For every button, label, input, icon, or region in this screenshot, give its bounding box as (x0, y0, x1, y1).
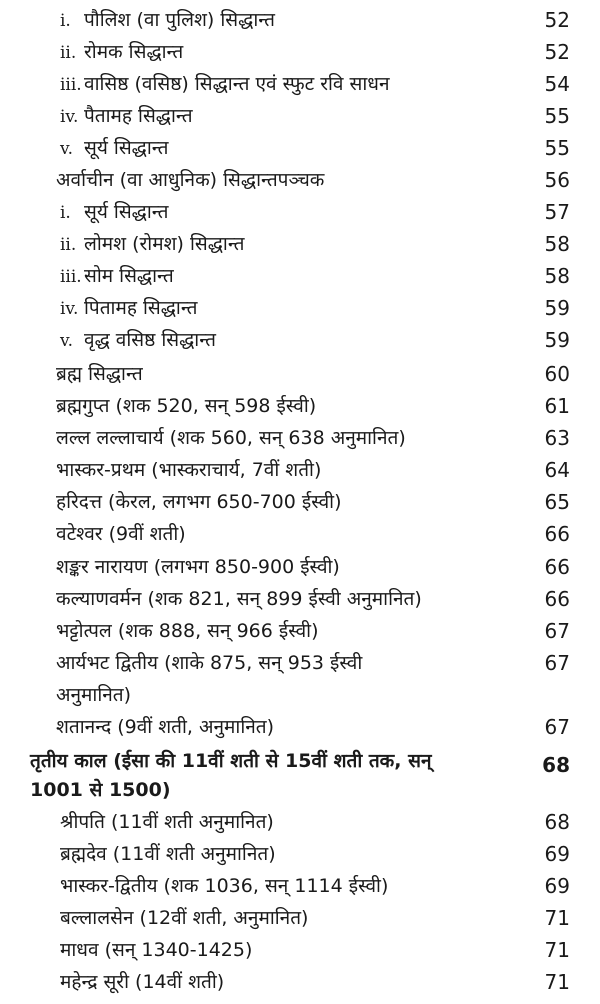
entry-title: v. वृद्ध वसिष्ठ सिद्धान्त (60, 329, 216, 351)
entry-title: v. सूर्य सिद्धान्त (60, 137, 169, 159)
page-number: 71 (544, 970, 570, 994)
page-number: 54 (544, 72, 570, 96)
toc-entry (0, 647, 600, 709)
toc-entry (0, 583, 600, 615)
entry-title: बल्लालसेन (12वीं शती, अनुमानित) (60, 907, 309, 929)
page-number: 55 (544, 104, 570, 128)
page-number: 67 (544, 715, 570, 739)
toc-entry (0, 518, 600, 550)
toc-entry (0, 966, 600, 998)
toc-entry (0, 68, 600, 100)
entry-title: श्रीपति (11वीं शती अनुमानित) (60, 811, 274, 833)
page-number: 66 (544, 587, 570, 611)
page-number: 71 (544, 906, 570, 930)
entry-title: iv. पैतामह सिद्धान्त (60, 105, 193, 127)
entry-title: वटेश्वर (9वीं शती) (56, 523, 186, 545)
page-number: 65 (544, 490, 570, 514)
toc-entry (0, 292, 600, 324)
page-number: 66 (544, 555, 570, 579)
page-number: 64 (544, 458, 570, 482)
toc-entry (0, 934, 600, 966)
section-title: तृतीय काल (ईसा की 11वीं शती से 15वीं शती तक, सन् 1001 से 1500) (30, 750, 432, 801)
entry-title: भट्टोत्पल (शक 888, सन् 966 ईस्वी) (56, 620, 319, 642)
entry-title: iii. वासिष्ठ (वसिष्ठ) सिद्धान्त एवं स्फुट रवि साधन (60, 73, 390, 95)
toc-entry (0, 100, 600, 132)
toc-entry (0, 324, 600, 356)
toc-entry (0, 228, 600, 260)
page-number: 56 (544, 168, 570, 192)
section-heading (0, 747, 600, 807)
page-number: 66 (544, 522, 570, 546)
entry-title: हरिदत्त (केरल, लगभग 650-700 ईस्वी) (56, 491, 342, 513)
page-number: 69 (544, 842, 570, 866)
toc-entry (0, 902, 600, 934)
entry-title: ii. रोमक सिद्धान्त (60, 41, 184, 63)
page-number: 52 (544, 8, 570, 32)
toc-entry (0, 164, 600, 196)
entry-title: i. पौलिश (वा पुलिश) सिद्धान्त (60, 9, 275, 31)
toc-entry (0, 260, 600, 292)
toc-entry (0, 870, 600, 902)
toc-entry (0, 422, 600, 454)
page-number: 63 (544, 426, 570, 450)
page-number: 52 (544, 40, 570, 64)
toc-entry (0, 454, 600, 486)
toc-entry (0, 358, 600, 390)
toc-entry (0, 551, 600, 583)
page-number: 55 (544, 136, 570, 160)
toc-entry (0, 711, 600, 743)
entry-title: भास्कर-प्रथम (भास्कराचार्य, 7वीं शती) (56, 459, 322, 481)
page-number: 59 (544, 296, 570, 320)
page-number: 67 (544, 619, 570, 643)
page-number: 61 (544, 394, 570, 418)
toc-entry (0, 838, 600, 870)
entry-title: भास्कर-द्वितीय (शक 1036, सन् 1114 ईस्वी) (60, 875, 389, 897)
page-number: 68 (544, 810, 570, 834)
toc-entry (0, 132, 600, 164)
page-number: 58 (544, 264, 570, 288)
toc-entry (0, 806, 600, 838)
toc-entry (0, 196, 600, 228)
entry-title: शतानन्द (9वीं शती, अनुमानित) (56, 716, 275, 738)
entry-title: ब्रह्मदेव (11वीं शती अनुमानित) (60, 843, 276, 865)
page-number: 59 (544, 328, 570, 352)
entry-title: i. सूर्य सिद्धान्त (60, 201, 169, 223)
toc-entry (0, 615, 600, 647)
entry-title: iii. सोम सिद्धान्त (60, 265, 174, 287)
entry-title: आर्यभट द्वितीय (शाके 875, सन् 953 ईस्वी अनुमानित) (56, 652, 363, 706)
entry-title: शङ्कर नारायण (लगभग 850-900 ईस्वी) (56, 556, 340, 578)
entry-title: अर्वाचीन (वा आधुनिक) सिद्धान्तपञ्चक (56, 169, 325, 191)
entry-title: iv. पितामह सिद्धान्त (60, 297, 198, 319)
entry-title: ब्रह्मगुप्त (शक 520, सन् 598 ईस्वी) (56, 395, 317, 417)
entry-title: महेन्द्र सूरी (14वीं शती) (60, 971, 225, 993)
page-number: 68 (542, 753, 570, 777)
page-number: 71 (544, 938, 570, 962)
toc-entry (0, 4, 600, 36)
toc-entry (0, 36, 600, 68)
entry-title: ii. लोमश (रोमश) सिद्धान्त (60, 233, 245, 255)
page-number: 67 (544, 651, 570, 675)
toc-entry (0, 486, 600, 518)
entry-title: माधव (सन् 1340-1425) (60, 939, 253, 961)
page-number: 57 (544, 200, 570, 224)
entry-title: लल्ल लल्लाचार्य (शक 560, सन् 638 अनुमानित) (56, 427, 406, 449)
page-number: 69 (544, 874, 570, 898)
page-number: 58 (544, 232, 570, 256)
page-number: 60 (544, 362, 570, 386)
toc-entry (0, 390, 600, 422)
entry-title: कल्याणवर्मन (शक 821, सन् 899 ईस्वी अनुमानित) (56, 588, 422, 610)
entry-title: ब्रह्म सिद्धान्त (56, 363, 143, 385)
